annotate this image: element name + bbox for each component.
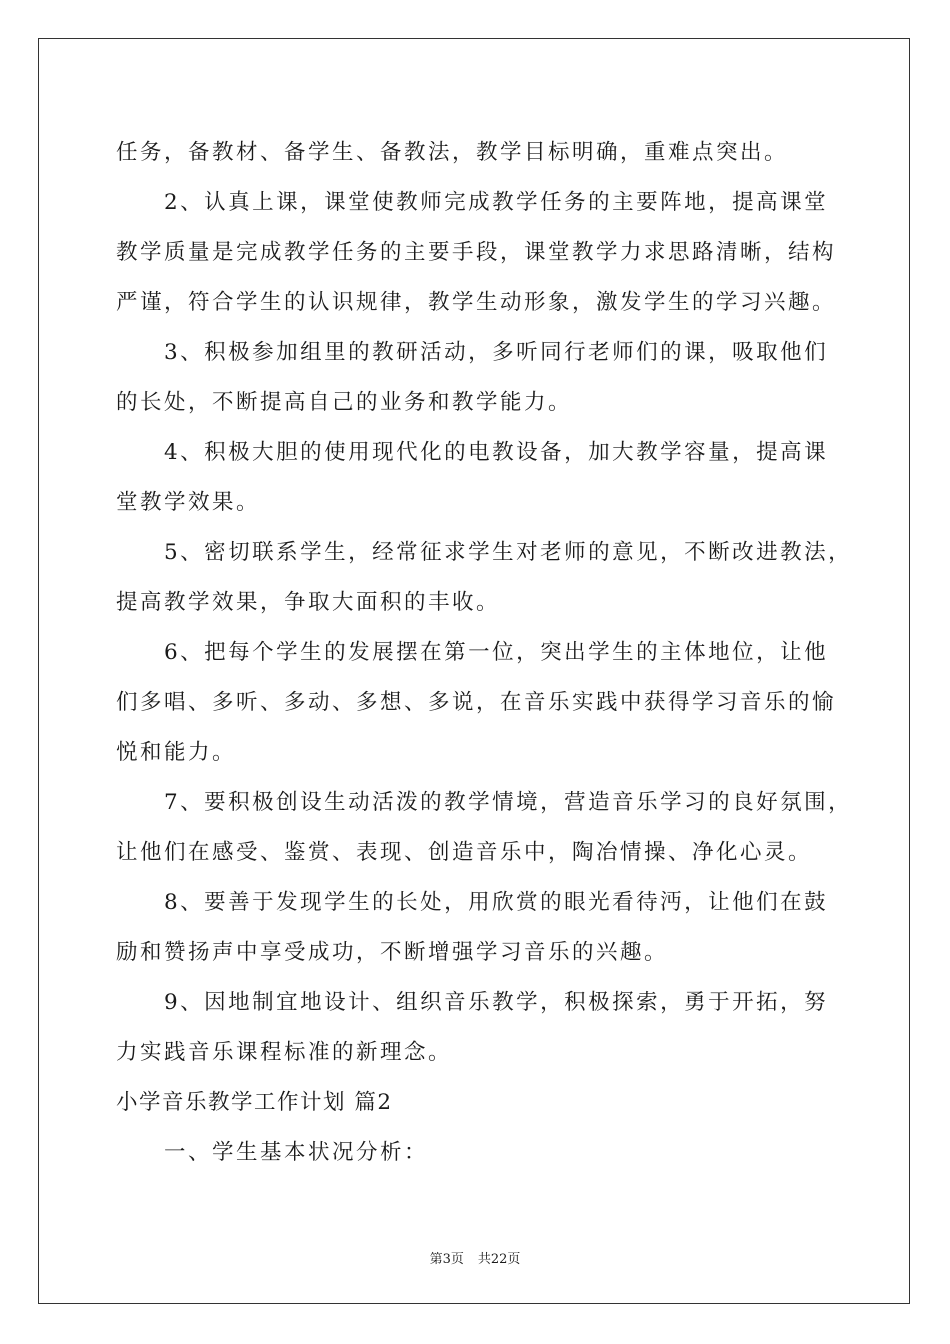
body-line: 励和赞扬声中享受成功，不断增强学习音乐的兴趣。 <box>116 940 669 965</box>
paragraph-3-start: 3、积极参加组里的教研活动，多听同行老师们的课，吸取他们 <box>164 340 829 365</box>
body-line: 严谨，符合学生的认识规律，教学生动形象，激发学生的学习兴趣。 <box>116 290 837 315</box>
page-number: 第3页 <box>429 1252 464 1267</box>
paragraph-6-start: 6、把每个学生的发展摆在第一位，突出学生的主体地位，让他 <box>164 640 829 665</box>
paragraph-7-start: 7、要积极创设生动活泼的教学情境，营造音乐学习的良好氛围， <box>164 790 853 815</box>
body-line: 教学质量是完成教学任务的主要手段，课堂教学力求思路清晰，结构 <box>116 240 837 265</box>
page-footer <box>0 1248 950 1267</box>
body-line: 的长处，不断提高自己的业务和教学能力。 <box>116 390 573 415</box>
body-line: 们多唱、多听、多动、多想、多说，在音乐实践中获得学习音乐的愉 <box>116 690 837 715</box>
body-line: 悦和能力。 <box>116 740 237 765</box>
document-body <box>116 128 853 1178</box>
total-pages: 共22页 <box>477 1252 521 1267</box>
paragraph-8-start: 8、要善于发现学生的长处，用欣赏的眼光看待沔，让他们在鼓 <box>164 890 829 915</box>
body-line: 堂教学效果。 <box>116 490 261 515</box>
paragraph-9-start: 9、因地制宜地设计、组织音乐教学，积极探索，勇于开拓，努 <box>164 990 829 1015</box>
body-line: 让他们在感受、鉴赏、表现、创造音乐中，陶冶情操、净化心灵。 <box>116 840 813 865</box>
body-line: 提高教学效果，争取大面积的丰收。 <box>116 590 501 615</box>
paragraph-5-start: 5、密切联系学生，经常征求学生对老师的意见，不断改进教法， <box>164 540 853 565</box>
subsection-heading: 一、学生基本状况分析： <box>164 1140 429 1165</box>
body-line: 力实践音乐课程标准的新理念。 <box>116 1040 453 1065</box>
paragraph-4-start: 4、积极大胆的使用现代化的电教设备，加大教学容量，提高课 <box>164 440 829 465</box>
paragraph-2-start: 2、认真上课，课堂使教师完成教学任务的主要阵地，提高课堂 <box>164 190 829 215</box>
section-heading: 小学音乐教学工作计划 篇2 <box>116 1090 393 1115</box>
body-line: 任务，备教材、备学生、备教法，教学目标明确，重难点突出。 <box>116 140 789 165</box>
